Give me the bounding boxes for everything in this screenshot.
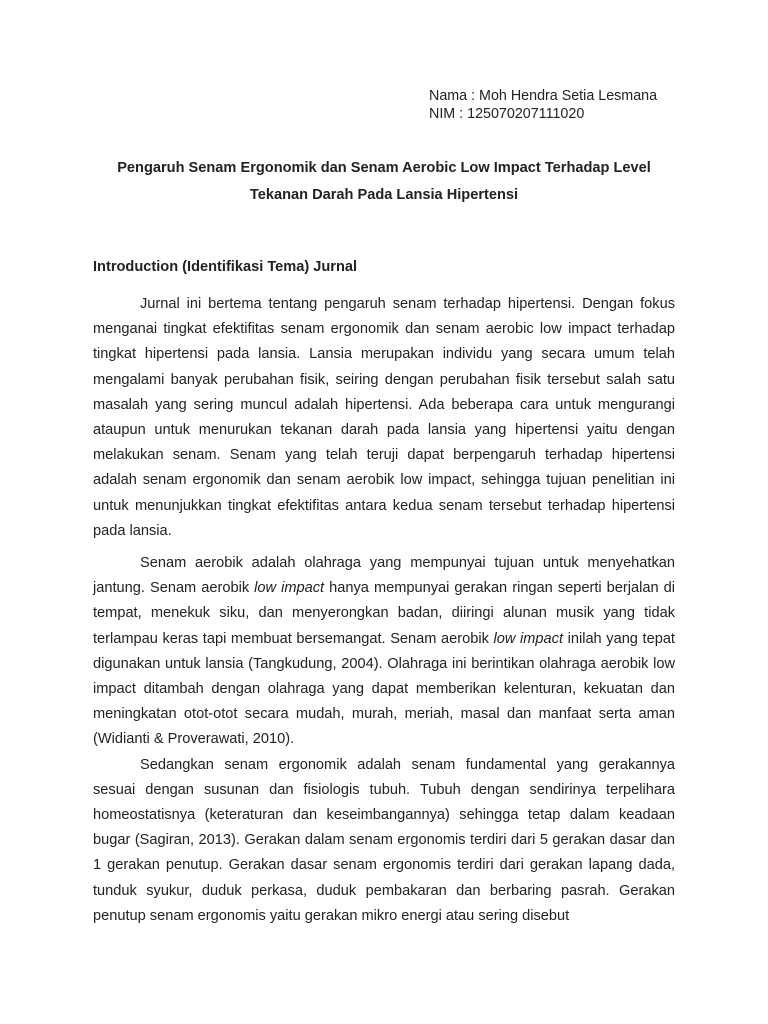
- paragraph-2-text-a: Senam aerobik adalah olahraga yang mempunyai tujuan untuk menyehatkan jantung. Senam aerobik: [93, 555, 675, 597]
- section-heading: Introduction (Identifikasi Tema) Jurnal: [93, 259, 358, 275]
- document-title: [93, 155, 675, 209]
- title-line-1: Pengaruh Senam Ergonomik dan Senam Aerobic Low Impact Terhadap Level: [117, 160, 651, 176]
- author-info: [429, 87, 657, 123]
- paragraph-2-text-c: hanya mempunyai gerakan ringan seperti berjalan di tempat, menekuk siku, dan menyerongkan badan, diiringi alunan musik yang tidak terlampau keras tapi membuat bersemangat. Senam aerobik: [93, 580, 676, 647]
- paragraph-3: Sedangkan senam ergonomik adalah senam fundamental yang gerakannya sesuai dengan susunan dan fisiologis tubuh. Tubuh dengan sendirinya terpelihara homeostatisnya (keteraturan dan keseimbangannya) sehingga tetap dalam keadaan bugar (Sagiran, 2013). Gerakan dalam senam ergonomis terdiri dari 5 gerakan dasar dan 1 gerakan penutup. Gerakan dasar senam ergonomis terdiri dari gerakan lapang dada, tunduk syukur, duduk perkasa, duduk pembakaran dan berbaring pasrah. Gerakan penutup senam ergonomis yaitu gerakan mikro energi atau sering disebut: [93, 756, 675, 924]
- paragraph-2: [93, 551, 675, 753]
- student-id: NIM : 125070207111020: [429, 106, 585, 122]
- author-name: Nama : Moh Hendra Setia Lesmana: [429, 88, 658, 104]
- paragraph-2-text-e: inilah yang tepat digunakan untuk lansia (Tangkudung, 2004). Olahraga ini berintikan olahraga aerobik low impact ditambah dengan olahraga yang dapat memberikan kelenturan, kekuatan dan meningkatan otot-otot secara mudah, murah, meriah, masal dan manfaat serta aman (Widianti & Proverawati, 2010).: [93, 630, 675, 748]
- title-line-2: Tekanan Darah Pada Lansia Hipertensi: [249, 187, 519, 203]
- paragraph-2-emphasis-1: low impact: [254, 580, 325, 597]
- document-body: [93, 292, 675, 929]
- paragraph-1: Jurnal ini bertema tentang pengaruh senam terhadap hipertensi. Dengan fokus menganai tingkat efektifitas senam ergonomik dan senam aerobic low impact terhadap tingkat hipertensi pada lansia. Lansia merupakan individu yang secara umum telah mengalami banyak perubahan fisik, seiring dengan perubahan fisik tersebut salah satu masalah yang sering muncul adalah hipertensi. Ada beberapa cara untuk mengurangi ataupun untuk menurukan tekanan darah pada lansia yang hipertensi yaitu dengan melakukan senam. Senam yang telah teruji dapat berpengaruh terhadap hipertensi adalah senam ergonomik dan senam aerobik low impact, sehingga tujuan penelitian ini untuk menunjukkan tingkat efektifitas antara kedua senam tersebut terhadap hipertensi pada lansia.: [93, 296, 675, 539]
- paragraph-2-emphasis-2: low impact: [493, 630, 563, 647]
